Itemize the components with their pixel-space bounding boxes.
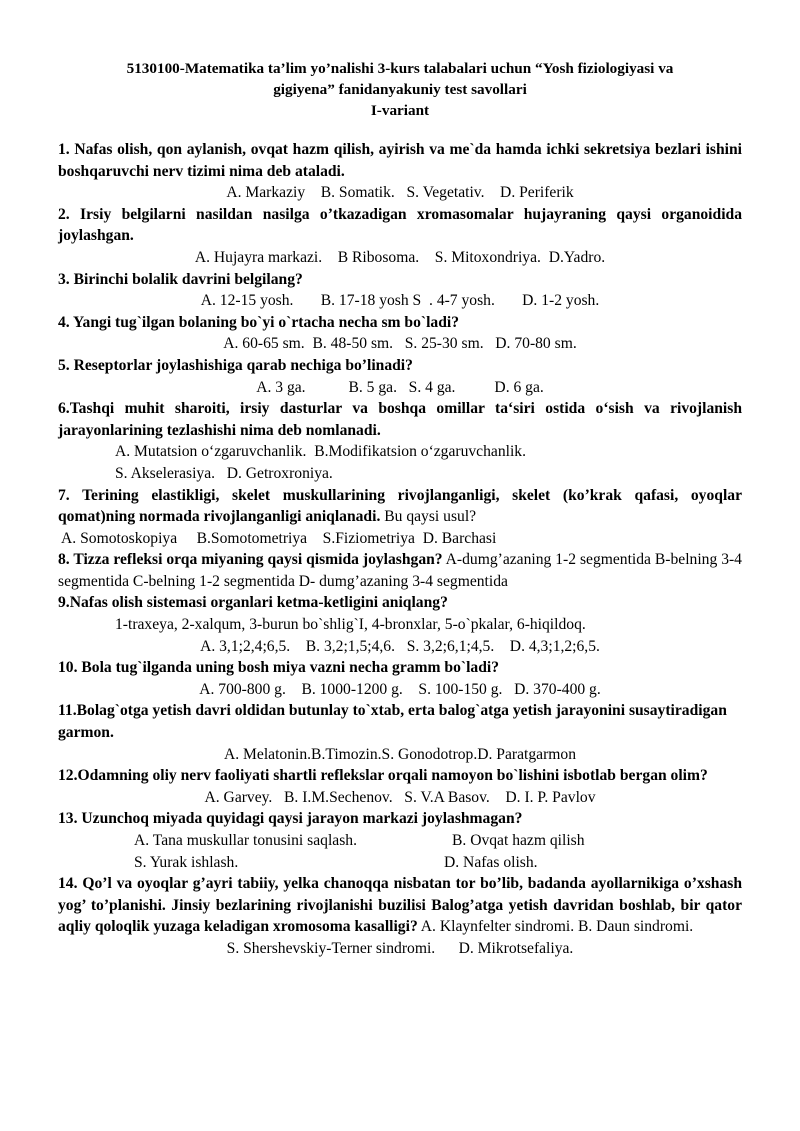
test-page [58, 58, 742, 960]
question-5 [58, 355, 742, 398]
answer-options: A. 60-65 sm. B. 48-50 sm. S. 25-30 sm. D. 70-80 sm. [223, 335, 577, 353]
answer-options: A. 3 ga. B. 5 ga. S. 4 ga. D. 6 ga. [256, 378, 544, 396]
question-text: 1. Nafas olish, qon aylanish, ovqat hazm qilish, ayirish va me`da hamda ichki sekretsiya bezlari ishini boshqaruvchi nerv tizimi nima deb ataladi. [58, 141, 742, 180]
question-text: 14. Qo’l va oyoqlar g’ayri tabiiy, yelka chanoqqa nisbatan tor bo’lib, badanda ayollarnikiga o’xshash yog’ to’planishi. Jinsiy bezlarining rivojlanishi buzilisi Balog’atga yetish davridan boshlab, bir qator aqliy qoloqlik yuzaga keladigan xromosoma kasalligi? [58, 875, 742, 936]
question-subtext: Bu qaysi usul? [380, 508, 477, 526]
question-4 [58, 312, 742, 355]
question-10 [58, 657, 742, 700]
question-text: 8. Tizza refleksi orqa miyaning qaysi qismida joylashgan? [58, 551, 443, 569]
answer-options: A. Markaziy B. Somatik. S. Vegetativ. D. Periferik [226, 184, 574, 202]
question-text: 13. Uzunchoq miyada quyidagi qaysi jarayon markazi joylashmagan? [58, 810, 523, 828]
option-d: D. Nafas olish. [444, 853, 538, 871]
question-13 [58, 808, 742, 873]
answer-options-line-1: A. Mutatsion o‘zgaruvchanlik. B.Modifikatsion o‘zgaruvchanlik. [115, 443, 526, 461]
question-text: 5. Reseptorlar joylashishiga qarab nechiga bo’linadi? [58, 356, 413, 374]
answer-options: A. 700-800 g. B. 1000-1200 g. S. 100-150 g. D. 370-400 g. [199, 680, 601, 698]
answer-options: A. Garvey. B. I.M.Sechenov. S. V.A Basov. D. I. P. Pavlov [204, 788, 596, 806]
question-2 [58, 204, 742, 269]
question-text: 12.Odamning oliy nerv faoliyati shartli reflekslar orqali namoyon bo`lishini isbotlab bergan olim? [58, 767, 708, 785]
question-text: 7. Terining elastikligi, skelet muskullarining rivojlanganligi, skelet (ko’krak qafasi, oyoqlar qomat)ning normada rivojlanganligi aniqlanadi. [58, 486, 742, 526]
answer-options: A. Hujayra markazi. B Ribosoma. S. Mitoxondriya. D.Yadro. [194, 248, 606, 266]
question-text: 6.Tashqi muhit sharoiti, irsiy dasturlar va boshqa omillar ta‘siri ostida o‘sish va rivojlanish jarayonlarining tezlashishi nima deb nomlanadi. [58, 400, 742, 439]
variant-title: I-variant [370, 102, 430, 119]
question-text: 2. Irsiy belgilarni nasildan nasilga o’tkazadigan xromasomalar hujayraning qaysi organoidida joylashgan. [58, 205, 742, 245]
answer-options: A-dumg’azaning 1-2 segmentida B-belning 3-4 segmentida C-belning 1-2 segmentida D- dumg’azaning 3-4 segmentida [58, 551, 742, 590]
answer-options: A. 12-15 yosh. B. 17-18 yosh S . 4-7 yosh. D. 1-2 yosh. [200, 292, 600, 310]
question-12 [58, 765, 742, 808]
document-header [58, 58, 742, 121]
option-s: S. Yurak ishlash. [134, 853, 239, 871]
option-a: A. Tana muskullar tonusini saqlash. [134, 832, 357, 849]
question-11 [58, 700, 742, 765]
question-14 [58, 873, 742, 959]
organ-list: 1-traxeya, 2-xalqum, 3-burun bo`shlig`I, 4-bronxlar, 5-o`pkalar, 6-hiqildoq. [115, 616, 586, 634]
question-7 [58, 485, 742, 550]
question-text: 9.Nafas olish sistemasi organlari ketma-ketligini aniqlang? [58, 594, 448, 612]
question-1 [58, 139, 742, 204]
question-text: 11.Bolag`otga yetish davri oldidan butunlay to`xtab, erta balog`atga yetish jarayonini susaytiradigan garmon. [58, 702, 727, 742]
question-text: 3. Birinchi bolalik davrini belgilang? [58, 270, 303, 288]
answer-options: A. Melatonin.B.Timozin.S. Gonodotrop.D. Paratgarmon [223, 745, 576, 763]
question-text: 4. Yangi tug`ilgan bolaning bo`yi o`rtacha necha sm bo`ladi? [58, 313, 460, 331]
question-text: 10. Bola tug`ilganda uning bosh miya vazni necha gramm bo`ladi? [58, 659, 500, 677]
question-3 [58, 269, 742, 312]
answer-options-line-1: A. Klaynfelter sindromi. B. Daun sindromi. [417, 918, 694, 936]
answer-options: A. 3,1;2,4;6,5. B. 3,2;1,5;4,6. S. 3,2;6,1;4,5. D. 4,3;1,2;6,5. [200, 637, 600, 655]
question-6 [58, 398, 742, 484]
answer-options-line-2: S. Akselerasiya. D. Getroxroniya. [115, 464, 333, 482]
answer-options: A. Somotoskopiya B.Somotometriya S.Fiziometriya D. Barchasi [58, 529, 497, 547]
question-8 [58, 549, 742, 592]
header-line-1: 5130100-Matematika ta’lim yo’nalishi 3-kurs talabalari uchun “Yosh fiziologiyasi va [126, 60, 674, 77]
question-9 [58, 592, 742, 657]
option-b: B. Ovqat hazm qilish [452, 832, 585, 849]
answer-options-line-2: S. Shershevskiy-Terner sindromi. D. Mikrotsefaliya. [226, 939, 574, 957]
header-line-2: gigiyena” fanidanyakuniy test savollari [273, 81, 527, 98]
